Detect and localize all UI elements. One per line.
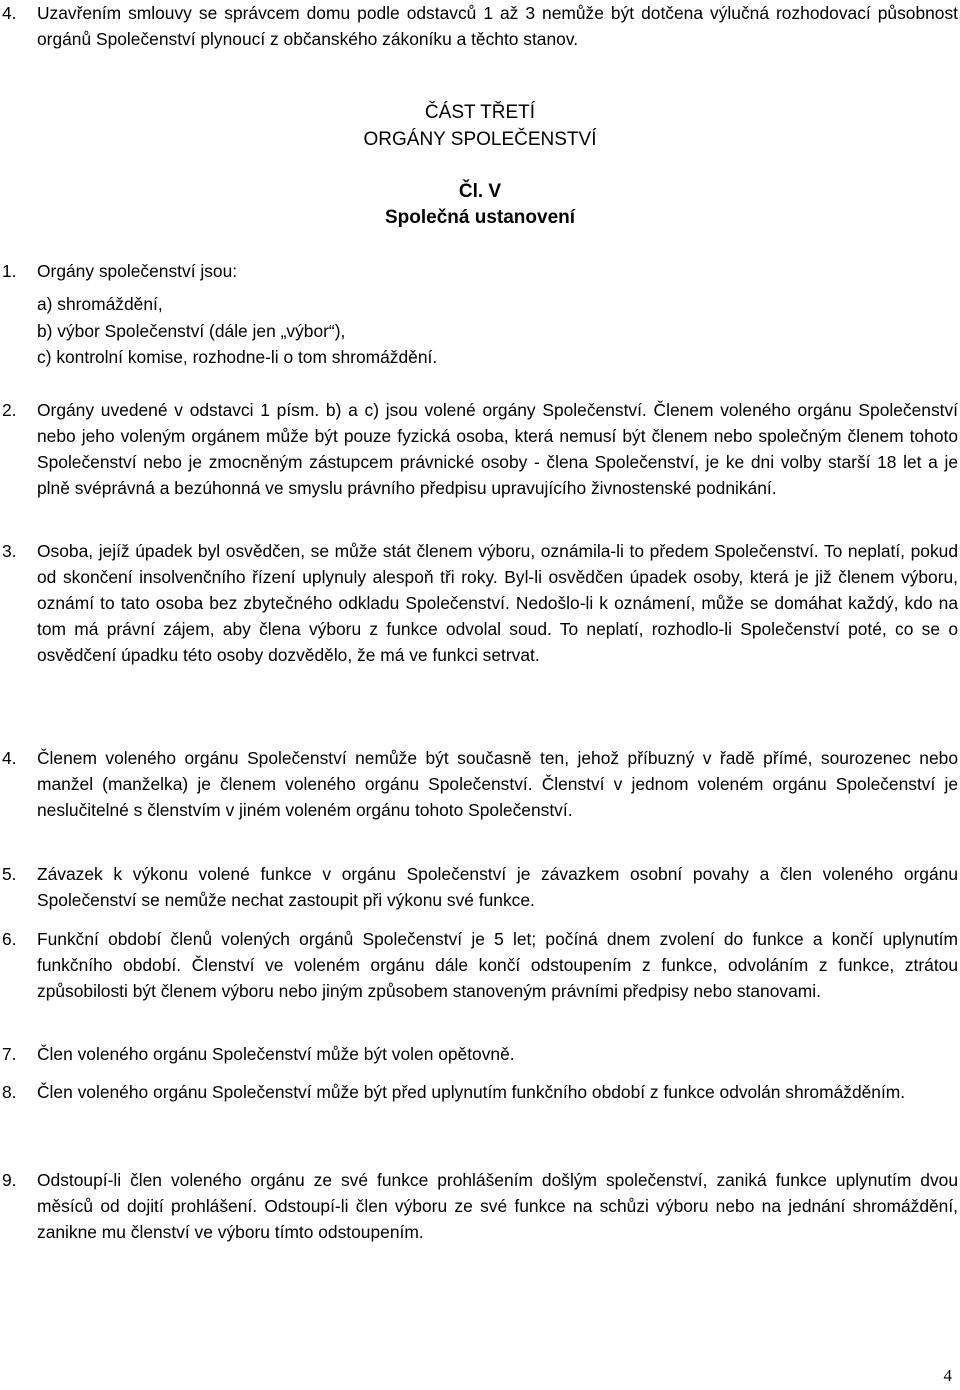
paragraph-text: Orgány uvedené v odstavci 1 písm. b) a c) jsou volené orgány Společenství. Členem voleného orgánu Společenství nebo jeho voleným orgánem může být pouze fyzická osoba, která nemusí být členem nebo společným členem tohoto Společenství nebo je zmocněným zástupcem právnické osoby - člena Společenství, je ke dni volby starší 18 let a je plně svéprávná a bezúhonná ve smyslu právního předpisu upravujícího živnostenské podnikání. — [37, 400, 958, 498]
paragraph-text: Člen voleného orgánu Společenství může být volen opětovně. — [37, 1044, 515, 1064]
part-title: ČÁST TŘETÍ — [424, 102, 536, 123]
article-title: Společná ustanovení — [384, 207, 576, 228]
paragraph-text: Odstoupí-li člen voleného orgánu ze své funkce prohlášením došlým společenství, zaniká funkce uplynutím dvou měsíců od dojití prohlášení. Odstoupí-li člen výboru ze své funkce na schůzi výboru nebo na jednání shromáždění, zanikne mu členství ve výboru tímto odstoupením. — [37, 1170, 958, 1242]
paragraph-number: 1. — [2, 261, 17, 281]
paragraph-8 — [0, 1079, 958, 1105]
paragraph-number: 7. — [2, 1044, 17, 1064]
page-number: 4 — [943, 1366, 952, 1385]
paragraph-number: 6. — [2, 929, 17, 949]
paragraph-2 — [0, 397, 958, 501]
paragraph-number: 4. — [2, 748, 17, 768]
paragraph-number: 4. — [2, 3, 17, 23]
paragraph-text: Členem voleného orgánu Společenství nemůže být současně ten, jehož příbuzný v řadě přímé, sourozenec nebo manžel (manželka) je členem voleného orgánu Společenství. Členství v jednom voleném orgánu Společenství je neslučitelné s členstvím v jiném voleném orgánu tohoto Společenství. — [37, 748, 958, 820]
paragraph-text: Osoba, jejíž úpadek byl osvědčen, se může stát členem výboru, oznámila-li to předem Společenství. To neplatí, pokud od skončení insolvenčního řízení uplynuly alespoň tři roky. Byl-li osvědčen úpadek osoby, která je již členem výboru, oznámí to tato osoba bez zbytečného odkladu Společenství. Nedošlo-li k oznámení, může se domáhat každý, kdo na tom má právní zájem, aby člena výboru z funkce odvolal soud. To neplatí, rozhodlo-li Společenství poté, co se o osvědčení úpadku této osoby dozvědělo, že má ve funkci setrvat. — [37, 541, 958, 665]
paragraph-text: Funkční období členů volených orgánů Společenství je 5 let; počíná dnem zvolení do funkce a končí uplynutím funkčního období. Členství ve voleném orgánu dále končí odstoupením z funkce, odvoláním z funkce, ztrátou způsobilosti být členem výboru nebo jiným způsobem stanoveným právními předpisy nebo stanovami. — [37, 929, 958, 1001]
paragraph-7 — [0, 1041, 958, 1067]
list-item-a: a) shromáždění, — [37, 294, 163, 314]
list-item-b: b) výbor Společenství (dále jen „výbor“), — [37, 321, 346, 341]
paragraph-number: 9. — [2, 1170, 17, 1190]
paragraph-1 — [0, 258, 958, 284]
paragraph-9 — [0, 1167, 958, 1245]
paragraph-text: Uzavřením smlouvy se správcem domu podle odstavců 1 až 3 nemůže být dotčena výlučná rozhodovací působnost orgánů Společenství plynoucí z občanského zákoníku a těchto stanov. — [37, 3, 958, 49]
paragraph-continuation — [0, 0, 958, 52]
paragraph-6 — [0, 926, 958, 1004]
part-subtitle: ORGÁNY SPOLEČENSTVÍ — [363, 129, 597, 150]
list-item-c: c) kontrolní komise, rozhodne-li o tom shromáždění. — [37, 347, 438, 367]
article-number: Čl. V — [458, 181, 502, 202]
paragraph-3 — [0, 538, 958, 668]
paragraph-number: 8. — [2, 1082, 17, 1102]
paragraph-number: 3. — [2, 541, 17, 561]
paragraph-text: Člen voleného orgánu Společenství může být před uplynutím funkčního období z funkce odvolán shromážděním. — [37, 1082, 906, 1102]
paragraph-intro: Orgány společenství jsou: — [37, 261, 238, 281]
paragraph-number: 5. — [2, 864, 17, 884]
paragraph-4 — [0, 745, 958, 823]
paragraph-number: 2. — [2, 400, 17, 420]
paragraph-text: Závazek k výkonu volené funkce v orgánu Společenství je závazkem osobní povahy a člen voleného orgánu Společenství se nemůže nechat zastoupit při výkonu své funkce. — [37, 864, 958, 910]
paragraph-5 — [0, 861, 958, 913]
